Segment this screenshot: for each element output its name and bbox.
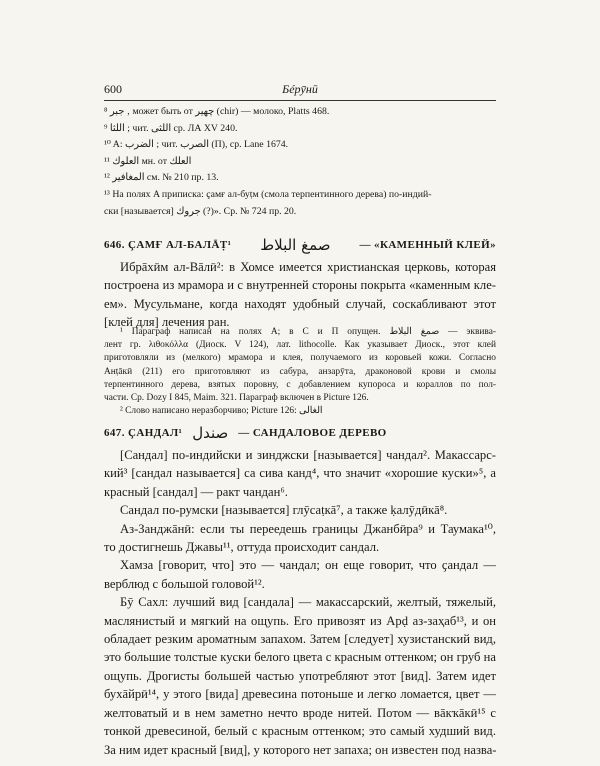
article-647-line: красный [сандал] — ракт чандан⁶. [104, 484, 288, 499]
article-646-title: 646. ҪАМҒ АЛ-БАЛĀṬ¹ [104, 239, 232, 251]
article-646-footnote: ² Слово написано неразборчиво; Picture 126: الغالى [120, 406, 323, 417]
footnote-13: ¹³ На полях A приписка: ҫамғ ал-буṭм (смола терпентинного дерева) по-индий- [104, 188, 432, 200]
article-647-line: Сандал по-румски [называется] глӯсаṭкā⁷, а также ḳалӯдӣкā⁸. [120, 503, 448, 518]
article-647-line: Хамза [говорит, что] это — чандал; он еще говорит, что ҫандал — [120, 558, 496, 573]
footnote-10: ¹⁰ A: الضرب ; чит. الصرب (П), ср. Lane 1674. [104, 139, 289, 151]
article-646-line: Ибрāхӣм ал-Вāлӣ²: в Хомсе имеется христианская церковь, которая [120, 260, 496, 274]
article-647-body [104, 446, 496, 759]
article-646-footnote: части. Ср. Dozy I 845, Maim. 321. Параграф включен в Picture 126. [104, 393, 369, 404]
article-646-line: ем». Мусульмане, когда находят удобный случай, соскабливают этот [104, 296, 496, 311]
article-647-line: желтоватый и в нем заметно нечто вроде нитей. Потом — вāкҡāкӣ¹⁵ с [104, 705, 496, 720]
footnote-8: ⁸ جبر ‚ может быть от چهير (chir) — молоко, Platts 468. [104, 106, 330, 117]
article-647-line: то достигнешь Джавы¹¹, оттуда происходит сандал. [104, 540, 380, 555]
article-646-arabic: صمغ البلاط [260, 236, 331, 254]
article-646-line: построена из мрамора и с внутренней стороны покрыта «каменным кле- [104, 278, 496, 293]
article-646-footnote: приготовляли из (мелкого) мрамора и клея, получаемого из коровьей кожи. Согласно [104, 353, 496, 364]
article-646-footnote: Анṭāкӣ (211) его приготовляют из сабура, анзарӯта, драконовой крови и смолы [104, 366, 496, 377]
article-647-line: это большие толстые куски белого цвета с красным оттенком; он груб на [104, 650, 496, 665]
article-647-heading [104, 424, 496, 442]
article-647-line: бухāйрӣ¹⁴, у этого [вида] древесина потоньше и легко ломается, цвет — [104, 687, 496, 702]
article-646-line: [клей для] лечения ран. [104, 315, 230, 330]
article-647-line: [Сандал] по-индийски и зинджски [называется] чандал². Макассарс- [120, 448, 496, 462]
footnote-11: ¹¹ العلوك мн. от العلك [104, 155, 192, 167]
article-647-line: тонкой древесиной, белый с красным оттенком; это самый худший вид. [104, 724, 496, 739]
article-647-translation: — САНДАЛОВОЕ ДЕРЕВО [238, 427, 387, 439]
article-647-line: Аз-Занджāнӣ: если ты переедешь границы Джанбӣра⁹ и Таумака¹⁰, [120, 521, 496, 536]
article-647-line: Бӯ Сахл: лучший вид [сандала] — макассарский, желтый, тяжелый, [120, 595, 496, 610]
article-646-body [104, 258, 496, 332]
running-header [104, 82, 496, 101]
article-647-line: За ним идет красный [вид], у которого нет запаха; он известен под назва- [104, 742, 497, 757]
article-646-translation: — «КАМЕННЫЙ КЛЕЙ» [359, 239, 496, 251]
article-647-line: обладает резким ароматным запахом. Затем [следует] хузистанский вид, [104, 632, 496, 647]
article-646-footnote: терпентинного дерева, взятых поровну, с добавлением купороса и кораллов по пол- [104, 379, 496, 390]
article-647-line: верблюд с большой головой¹². [104, 576, 265, 591]
top-footnotes [104, 104, 496, 220]
footnote-13-cont: ски [называется] جروك (?)». Ср. № 724 пр. 20. [104, 205, 297, 217]
footnote-9: ⁹ اللثا ; чит. اللثى ср. ЛА XV 240. [104, 122, 238, 134]
article-646-footnote: лент гр. λιθοκόλλα (Диоск. V 124), лат. lithocolle. Как указывает Диоск., этот клей [104, 340, 496, 351]
article-646-footnote: ¹ Параграф написан на полях A; в C и П опущен. صمغ البلاط — эквива- [120, 327, 496, 337]
article-647-line: ощупь. Дрогисты большей частью употребляют этот [вид]. Затем идет [104, 668, 496, 683]
article-647-title: 647. ҪАНДАЛ¹ [104, 427, 183, 439]
article-647-line: кий³ [сандал называется] са сива канд⁴, что значит «хорошие куски»⁵, а [104, 466, 496, 481]
article-647-line: маслянистый и мягкий на ощупь. Его привозят из Арḍ аз-заҳаб¹³, и он [104, 613, 496, 628]
running-title: Бéрӯнӣ [282, 82, 318, 96]
article-646-footnotes [104, 326, 496, 418]
article-647-arabic: صندل [192, 424, 229, 442]
article-646-heading [104, 236, 496, 254]
page-number: 600 [104, 82, 122, 96]
footnote-12: ¹² المغافير см. № 210 пр. 13. [104, 172, 219, 184]
